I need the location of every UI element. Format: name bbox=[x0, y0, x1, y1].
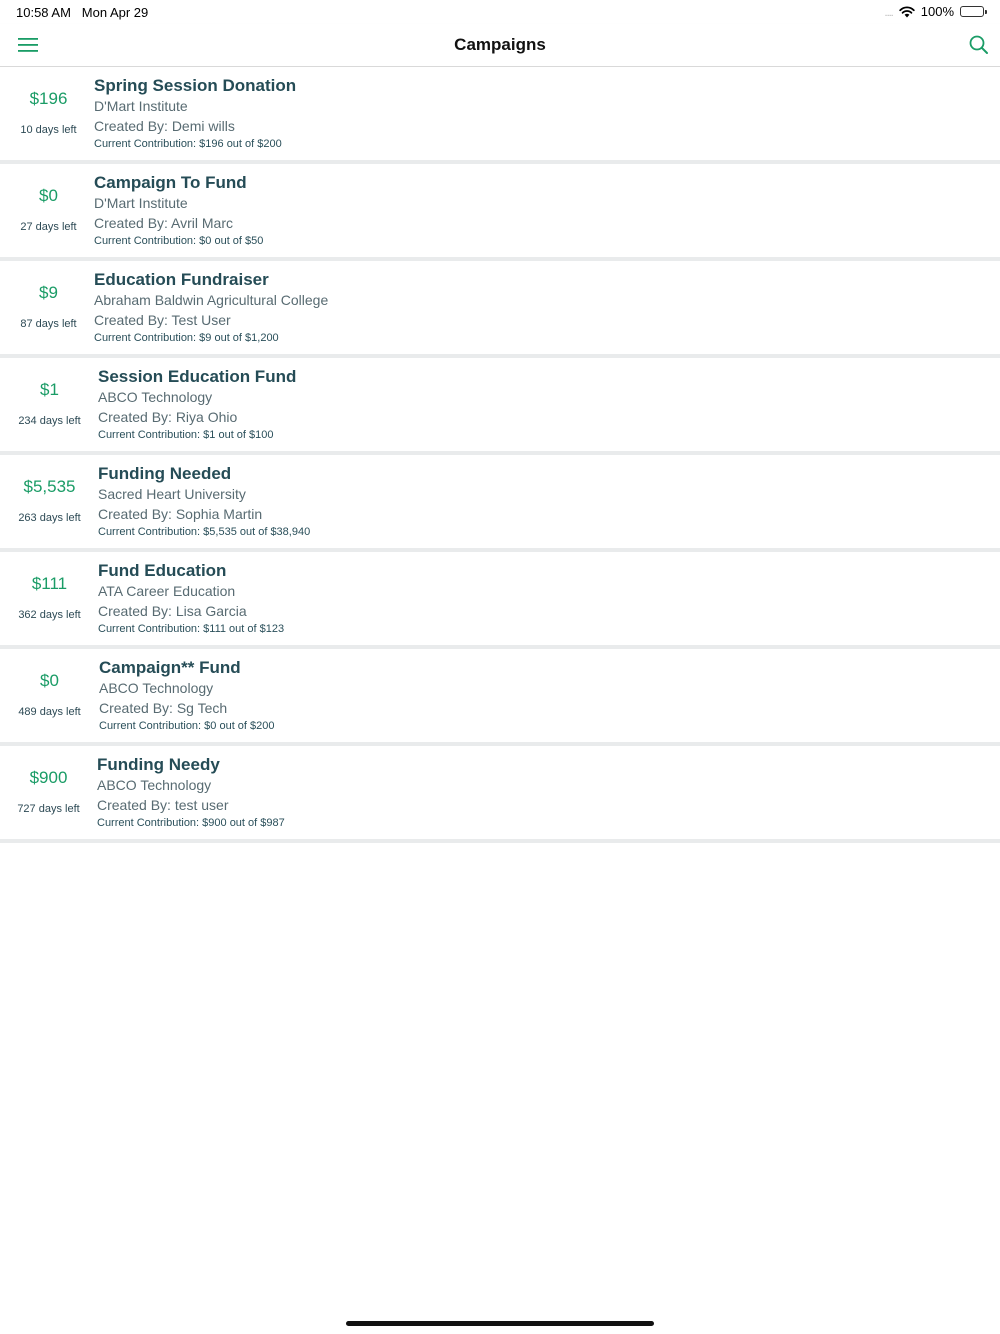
campaign-info bbox=[98, 464, 310, 541]
campaign-amount: $9 bbox=[39, 283, 58, 302]
campaign-list bbox=[0, 67, 1000, 843]
campaign-days-left: 234 days left bbox=[18, 415, 81, 427]
campaign-title: Campaign** Fund bbox=[99, 658, 241, 677]
campaign-amount: $0 bbox=[39, 186, 58, 205]
campaign-info bbox=[99, 658, 275, 735]
campaign-contribution: Current Contribution: $0 out of $200 bbox=[99, 720, 275, 732]
campaign-row[interactable] bbox=[0, 746, 1000, 843]
campaign-organization: ABCO Technology bbox=[98, 389, 213, 405]
campaign-title: Education Fundraiser bbox=[94, 270, 269, 289]
campaign-days-left: 87 days left bbox=[20, 318, 77, 330]
campaign-creator: Created By: Demi wills bbox=[94, 118, 235, 134]
campaign-info bbox=[94, 76, 296, 153]
status-indicators bbox=[885, 4, 984, 19]
campaign-creator: Created By: Sg Tech bbox=[99, 700, 228, 716]
campaign-amount: $111 bbox=[31, 574, 68, 593]
search-icon[interactable] bbox=[968, 34, 990, 56]
campaign-creator: Created By: Riya Ohio bbox=[98, 409, 238, 425]
campaign-amount: $0 bbox=[40, 671, 59, 690]
campaign-contribution: Current Contribution: $111 out of $123 bbox=[98, 623, 285, 635]
campaign-organization: D'Mart Institute bbox=[94, 98, 188, 114]
campaign-info bbox=[98, 561, 284, 638]
campaign-days-left: 10 days left bbox=[20, 124, 77, 136]
campaign-days-left: 27 days left bbox=[20, 221, 77, 233]
campaign-row[interactable] bbox=[0, 552, 1000, 649]
campaign-contribution: Current Contribution: $1 out of $100 bbox=[98, 429, 274, 441]
campaign-title: Session Education Fund bbox=[98, 367, 297, 386]
campaign-row[interactable] bbox=[0, 164, 1000, 261]
campaign-creator: Created By: Lisa Garcia bbox=[98, 603, 247, 619]
page-title: Campaigns bbox=[454, 35, 546, 54]
home-indicator bbox=[346, 1321, 654, 1326]
campaign-creator: Created By: Sophia Martin bbox=[98, 506, 263, 522]
campaign-creator: Created By: test user bbox=[97, 797, 229, 813]
campaign-organization: D'Mart Institute bbox=[94, 195, 188, 211]
campaign-contribution: Current Contribution: $0 out of $50 bbox=[94, 235, 264, 247]
campaign-organization: ATA Career Education bbox=[98, 583, 236, 599]
campaign-row[interactable] bbox=[0, 261, 1000, 358]
campaign-row[interactable] bbox=[0, 649, 1000, 746]
campaign-title: Spring Session Donation bbox=[94, 76, 297, 95]
campaign-info bbox=[94, 173, 263, 250]
campaign-amount: $900 bbox=[29, 768, 68, 787]
campaign-days-left: 362 days left bbox=[18, 609, 81, 621]
signal-icon: .... bbox=[884, 6, 893, 19]
campaign-organization: Abraham Baldwin Agricultural College bbox=[94, 292, 329, 308]
campaign-title: Funding Needed bbox=[98, 464, 232, 483]
campaign-title: Campaign To Fund bbox=[94, 173, 247, 192]
campaign-creator: Created By: Test User bbox=[94, 312, 231, 328]
status-bar bbox=[0, 0, 1000, 24]
status-date-text: Mon Apr 29 bbox=[81, 5, 149, 20]
campaign-contribution: Current Contribution: $5,535 out of $38,940 bbox=[98, 526, 311, 538]
campaign-days-left: 727 days left bbox=[17, 803, 80, 815]
campaign-row[interactable] bbox=[0, 358, 1000, 455]
status-time bbox=[16, 5, 148, 20]
battery-percent: 100% bbox=[920, 4, 954, 19]
campaign-title: Funding Needy bbox=[97, 755, 220, 774]
campaign-amount: $196 bbox=[29, 89, 68, 108]
wifi-icon bbox=[899, 6, 915, 18]
campaign-organization: Sacred Heart University bbox=[98, 486, 246, 502]
campaign-amount: $5,535 bbox=[23, 477, 76, 496]
navigation-bar bbox=[0, 24, 1000, 67]
battery-icon bbox=[960, 6, 984, 17]
campaign-info bbox=[98, 367, 296, 444]
campaign-info bbox=[94, 270, 328, 347]
campaign-info bbox=[97, 755, 285, 832]
campaign-contribution: Current Contribution: $9 out of $1,200 bbox=[94, 332, 279, 344]
campaign-organization: ABCO Technology bbox=[99, 680, 214, 696]
campaign-contribution: Current Contribution: $900 out of $987 bbox=[97, 817, 285, 829]
campaign-days-left: 263 days left bbox=[18, 512, 81, 524]
campaign-creator: Created By: Avril Marc bbox=[94, 215, 234, 231]
campaign-row[interactable] bbox=[0, 67, 1000, 164]
campaign-days-left: 489 days left bbox=[18, 706, 81, 718]
status-time-text: 10:58 AM bbox=[16, 5, 71, 20]
campaign-organization: ABCO Technology bbox=[97, 777, 212, 793]
campaign-contribution: Current Contribution: $196 out of $200 bbox=[94, 138, 282, 150]
campaign-row[interactable] bbox=[0, 455, 1000, 552]
campaign-amount: $1 bbox=[40, 380, 59, 399]
campaign-title: Fund Education bbox=[98, 561, 227, 580]
